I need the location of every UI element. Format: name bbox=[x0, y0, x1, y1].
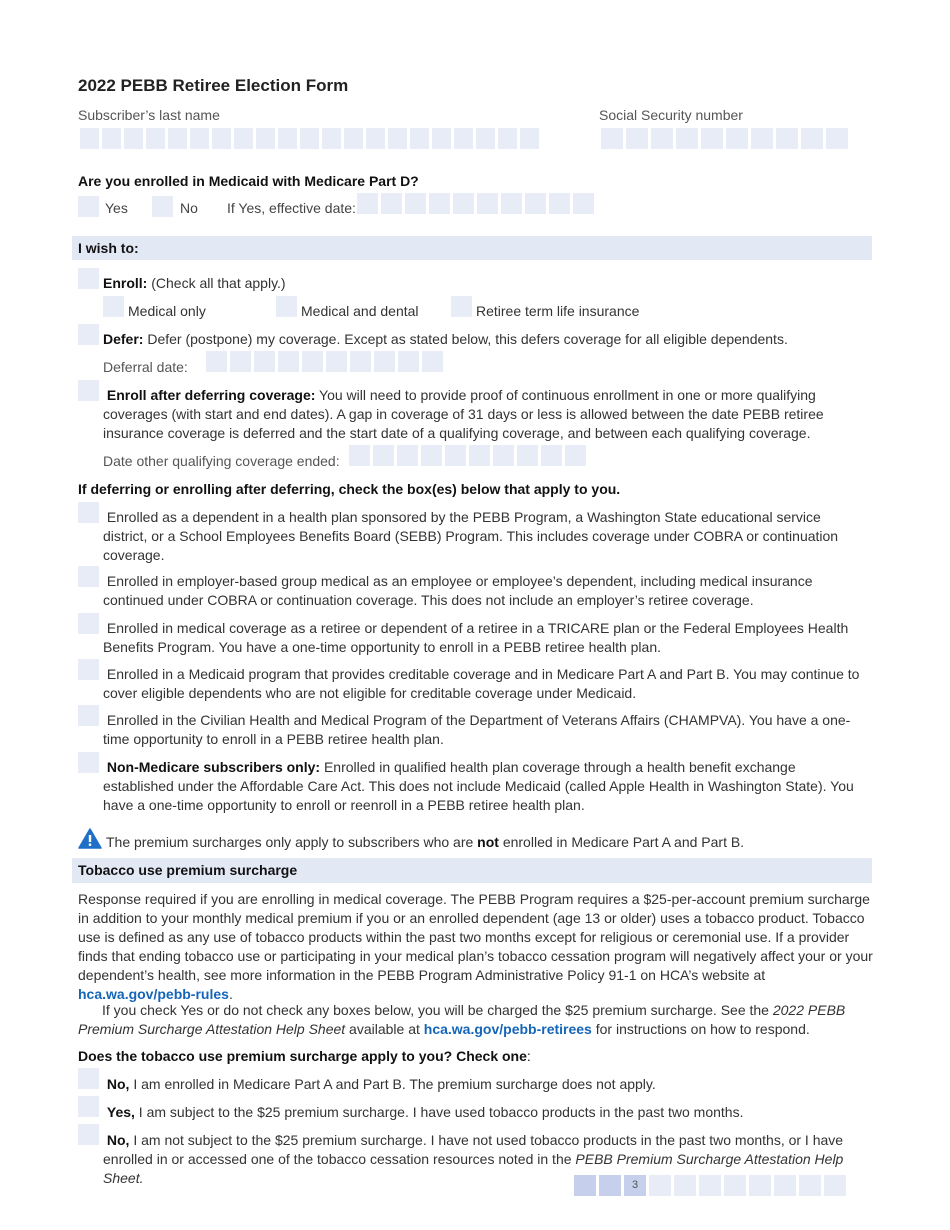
deferring-item-3 bbox=[103, 619, 853, 657]
enroll-label: Enroll: bbox=[103, 275, 148, 291]
tobacco-option-2-label: Yes, bbox=[106, 1104, 135, 1120]
deferring-question: If deferring or enrolling after deferring, check the box(es) below that apply to you. bbox=[78, 481, 621, 497]
pebb-retirees-link[interactable]: hca.wa.gov/pebb-retirees bbox=[423, 1021, 592, 1037]
notice-emphasis: not bbox=[477, 834, 499, 850]
non-medicare-label: Non-Medicare subscribers only: bbox=[106, 759, 321, 775]
deferring-checkbox-5[interactable] bbox=[78, 705, 99, 726]
medicaid-yes-label: Yes bbox=[105, 200, 128, 216]
enroll-after-defer-label: Enroll after deferring coverage: bbox=[106, 387, 316, 403]
tobacco-p2-end: for instructions on how to respond. bbox=[591, 1021, 810, 1037]
coverage-ended-label: Date other qualifying coverage ended: bbox=[103, 453, 340, 469]
warning-icon bbox=[78, 828, 102, 849]
medicaid-date-field[interactable] bbox=[357, 193, 594, 214]
tobacco-option-2-text: I am subject to the $25 premium surcharge. I have used tobacco products in the past two months. bbox=[134, 1104, 744, 1120]
tobacco-question-text: Does the tobacco use premium surcharge apply to you? Check one bbox=[78, 1048, 527, 1064]
medical-dental-checkbox[interactable] bbox=[276, 296, 297, 317]
surcharge-notice bbox=[106, 833, 744, 852]
tobacco-p1-text: Response required if you are enrolling in medical coverage. The PEBB Program requires a $25-per-account premium surcharge in addition to your monthly medical premium if you or an enrolled dependent (age 13 or older) uses a tobacco product. Tobacco use is defined as any use of tobacco products within the past two months except for religious or ceremonial use. If a provider finds that ending tobacco use or participating in your medical plan’s tobacco cessation program will negatively affect your or your dependent’s health, see more information in the PEBB Program Administrative Policy 91-1 on HCA’s website at bbox=[78, 891, 873, 983]
life-insurance-checkbox[interactable] bbox=[451, 296, 472, 317]
medicaid-no-checkbox[interactable] bbox=[152, 196, 173, 217]
tobacco-p1-end: . bbox=[228, 986, 233, 1002]
tobacco-paragraph-1 bbox=[78, 890, 878, 1004]
tobacco-paragraph-2 bbox=[78, 1001, 848, 1039]
medicaid-yes-checkbox[interactable] bbox=[78, 196, 99, 217]
deferring-item-5 bbox=[103, 711, 858, 749]
defer-text: Defer (postpone) my coverage. Except as stated below, this defers coverage for all eligible dependents. bbox=[143, 331, 788, 347]
tobacco-option-1-label: No, bbox=[106, 1076, 130, 1092]
defer-checkbox[interactable] bbox=[78, 324, 99, 345]
tobacco-p2-mid: available at bbox=[345, 1021, 424, 1037]
medical-only-label: Medical only bbox=[128, 303, 206, 319]
deferring-item-5-text: Enrolled in the Civilian Health and Medical Program of the Department of Veterans Affairs (CHAMPVA). You have a one-time opportunity to enroll in a PEBB retiree health plan. bbox=[103, 712, 851, 747]
deferring-item-1-text: Enrolled as a dependent in a health plan sponsored by the PEBB Program, a Washington State educational service district, or a School Employees Benefits Board (SEBB) Program. This includes coverage under COBRA or continuation coverage. bbox=[103, 509, 839, 563]
deferring-checkbox-1[interactable] bbox=[78, 502, 99, 523]
page-number: 3 bbox=[624, 1175, 646, 1196]
page-number-bar bbox=[574, 1175, 846, 1196]
deferring-item-2-text: Enrolled in employer-based group medical as an employee or employee’s dependent, including medical insurance continued under COBRA or continuation coverage. This does not include an employer’s retiree coverage. bbox=[103, 573, 813, 608]
deferring-checkbox-6[interactable] bbox=[78, 752, 99, 773]
pebb-rules-link[interactable]: hca.wa.gov/pebb-rules bbox=[78, 986, 229, 1002]
ssn-field[interactable] bbox=[601, 128, 848, 149]
enroll-checkbox[interactable] bbox=[78, 268, 99, 289]
medicaid-no-label: No bbox=[180, 200, 198, 216]
last-name-field[interactable] bbox=[80, 128, 539, 149]
tobacco-p2-text: If you check Yes or do not check any boxes below, you will be charged the $25 premium surcharge. See the bbox=[102, 1002, 773, 1018]
enroll-line bbox=[103, 274, 286, 293]
tobacco-question-colon: : bbox=[526, 1048, 531, 1064]
tobacco-yes-checkbox[interactable] bbox=[78, 1096, 99, 1117]
medical-only-checkbox[interactable] bbox=[103, 296, 124, 317]
tobacco-option-2 bbox=[103, 1103, 743, 1122]
deferring-item-6 bbox=[103, 758, 868, 815]
help-sheet-title: 2022 PEBB Premium Surcharge Attestation Help Sheet bbox=[78, 1002, 846, 1037]
enroll-hint: (Check all that apply.) bbox=[147, 275, 286, 291]
medicaid-date-label: If Yes, effective date: bbox=[227, 200, 356, 216]
last-name-label: Subscriber’s last name bbox=[78, 107, 220, 123]
tobacco-no-medicare-checkbox[interactable] bbox=[78, 1068, 99, 1089]
ssn-label: Social Security number bbox=[599, 107, 743, 123]
deferring-checkbox-3[interactable] bbox=[78, 613, 99, 634]
deferring-item-4 bbox=[103, 665, 878, 703]
deferring-item-4-text: Enrolled in a Medicaid program that provides creditable coverage and in Medicare Part A and Part B. You may continue to cover eligible dependents who are not eligible for creditable coverage under Medicaid. bbox=[103, 666, 860, 701]
medical-dental-label: Medical and dental bbox=[301, 303, 419, 319]
defer-label: Defer: bbox=[103, 331, 144, 347]
defer-line bbox=[103, 330, 788, 349]
deferral-date-label: Deferral date: bbox=[103, 359, 188, 375]
help-sheet-reference: PEBB Premium Surcharge Attestation Help Sheet. bbox=[103, 1151, 844, 1186]
wish-header: I wish to: bbox=[72, 236, 872, 260]
deferring-item-2 bbox=[103, 572, 848, 610]
tobacco-option-1 bbox=[103, 1075, 656, 1094]
enroll-after-defer-text bbox=[103, 386, 848, 443]
life-insurance-label: Retiree term life insurance bbox=[476, 303, 640, 319]
notice-text: The premium surcharges only apply to subscribers who are bbox=[106, 834, 478, 850]
medicaid-question: Are you enrolled in Medicaid with Medicare Part D? bbox=[78, 173, 419, 189]
deferring-item-6-text: Enrolled in qualified health plan coverage through a health benefit exchange established under the Affordable Care Act. This does not include Medicaid (called Apple Health in Washington State). You have a one-time opportunity to enroll or reenroll in a PEBB retiree health plan. bbox=[103, 759, 854, 813]
deferring-item-3-text: Enrolled in medical coverage as a retiree or dependent of a retiree in a TRICARE plan or the Federal Employees Health Benefits Program. You have a one-time opportunity to enroll in a PEBB retiree health plan. bbox=[103, 620, 849, 655]
enroll-after-defer-checkbox[interactable] bbox=[78, 380, 99, 401]
coverage-ended-date-field[interactable] bbox=[349, 445, 586, 466]
tobacco-option-1-text: I am enrolled in Medicare Part A and Part B. The premium surcharge does not apply. bbox=[129, 1076, 656, 1092]
deferring-checkbox-4[interactable] bbox=[78, 659, 99, 680]
form-title: 2022 PEBB Retiree Election Form bbox=[78, 76, 349, 95]
deferring-item-1 bbox=[103, 508, 848, 565]
deferral-date-field[interactable] bbox=[206, 351, 443, 372]
deferring-checkbox-2[interactable] bbox=[78, 566, 99, 587]
tobacco-question bbox=[78, 1048, 531, 1064]
enroll-after-defer-body: You will need to provide proof of continuous enrollment in one or more qualifying coverages (with start and end dates). A gap in coverage of 31 days or less is allowed between the date PEBB retiree insurance coverage is deferred and the start date of a qualifying coverage, and between each qualifying coverage. bbox=[103, 387, 824, 441]
tobacco-option-3-text: I am not subject to the $25 premium surcharge. I have not used tobacco products in the past two months, or I have enrolled in or accessed one of the tobacco cessation resources noted in the bbox=[103, 1132, 844, 1167]
tobacco-no-checkbox[interactable] bbox=[78, 1124, 99, 1145]
notice-text-end: enrolled in Medicare Part A and Part B. bbox=[498, 834, 745, 850]
tobacco-option-3-label: No, bbox=[106, 1132, 130, 1148]
tobacco-header: Tobacco use premium surcharge bbox=[72, 858, 872, 883]
